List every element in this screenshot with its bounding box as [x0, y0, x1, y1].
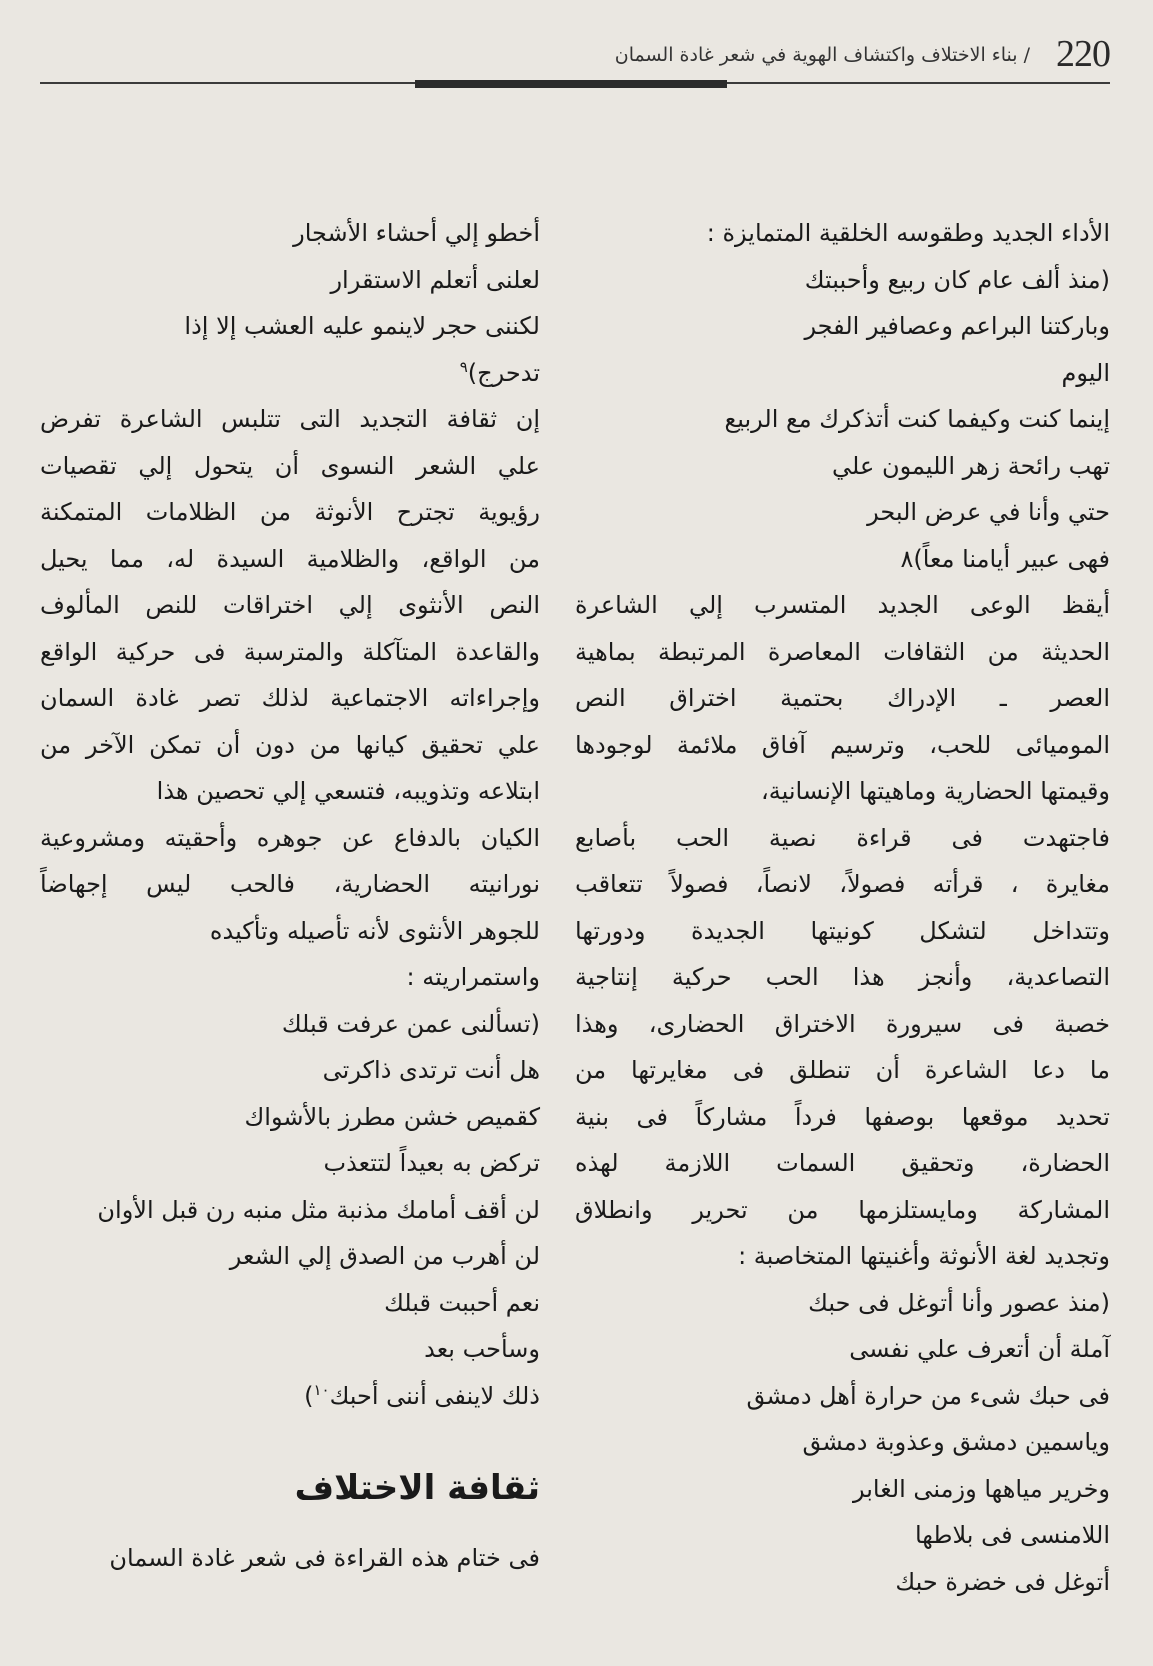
text-line-content: أتوغل فى خضرة حبك [895, 1567, 1110, 1596]
text-line-content: (منذ عصور وأنا أتوغل فى حبك [808, 1288, 1110, 1317]
text-line-content: أيقظ الوعى الجديد المتسرب إلي الشاعرة [575, 591, 1110, 619]
text-line [40, 908, 540, 955]
text-line-content: إن ثقافة التجديد التى تتلبس الشاعرة تفرض [40, 405, 540, 433]
text-line-content: نعم أحببت قبلك [384, 1288, 540, 1317]
text-line [575, 1373, 1110, 1420]
text-line [575, 1512, 1110, 1559]
text-line-content: لكننى حجر لاينمو عليه العشب إلا إذا [184, 312, 540, 340]
text-line [575, 1559, 1110, 1606]
text-line-content: تهب رائحة زهر الليمون علي [832, 451, 1110, 480]
text-line-content: آملة أن أتعرف علي نفسى [849, 1335, 1110, 1363]
text-line [40, 489, 540, 536]
text-line-content: الموميائى للحب، وترسيم آفاق ملائمة لوجودها [575, 730, 1110, 759]
text-line-content: وسأحب بعد [424, 1335, 540, 1363]
text-line [40, 675, 540, 722]
text-line [40, 1001, 540, 1048]
text-line-content: ابتلاعه وتذويبه، فتسعي إلي تحصين هذا [156, 777, 540, 805]
text-line [575, 210, 1110, 257]
text-line-content: حتي وأنا في عرض البحر [867, 498, 1110, 526]
text-line-content: الكيان بالدفاع عن جوهره وأحقيته ومشروعية [40, 823, 540, 852]
text-line-content: مغايرة ، قرأته فصولاً، لانصاً، فصولاً تتعاقب [575, 870, 1110, 898]
text-line [40, 1233, 540, 1280]
text-line [575, 489, 1110, 536]
text-line-content: رؤيوية تجترح الأنوثة من الظلامات المتمكنة [40, 498, 540, 526]
text-line-content: نورانيته الحضارية، فالحب ليس إجهاضاً [40, 870, 540, 898]
text-line [40, 350, 540, 397]
text-line [575, 1047, 1110, 1094]
text-line-content: (منذ ألف عام كان ربيع وأحببتك [804, 265, 1110, 294]
text-line [40, 396, 540, 443]
text-line [40, 861, 540, 908]
text-line-content: العصر ـ الإدراك بحتمية اختراق النص [575, 684, 1110, 712]
right-text-column [575, 210, 1110, 1605]
text-line [575, 1326, 1110, 1373]
text-line-content: للجوهر الأنثوى لأنه تأصيله وتأكيده [209, 916, 540, 945]
closing-paren: ) [304, 1381, 314, 1410]
left-text-column [40, 210, 540, 1582]
text-line [40, 1140, 540, 1187]
text-line [575, 675, 1110, 722]
text-line-content: علي تحقيق كيانها من دون أن تمكن الآخر من [40, 730, 540, 759]
text-line [40, 210, 540, 257]
running-title: / بناء الاختلاف واكتشاف الهوية في شعر غادة السمان [614, 44, 1030, 66]
text-line [40, 815, 540, 862]
text-line-content: فهى عبير أيامنا معاً)٨ [900, 544, 1110, 573]
text-line-content: من الواقع، والظلامية السيدة له، مما يحيل [40, 544, 540, 573]
text-line [40, 954, 540, 1001]
text-line-content: تدحرج) [467, 358, 540, 387]
text-line-content: هل أنت ترتدى ذاكرتى [322, 1056, 540, 1084]
text-line-content: لعلنى أتعلم الاستقرار [330, 265, 540, 294]
text-line [40, 1326, 540, 1373]
text-line [575, 1466, 1110, 1513]
section-heading: ثقافة الاختلاف [294, 1468, 540, 1508]
text-line [40, 1094, 540, 1141]
text-line [575, 1094, 1110, 1141]
text-line [575, 443, 1110, 490]
text-line [40, 257, 540, 304]
text-line-content: وتجديد لغة الأنوثة وأغنيتها المتخاصبة : [738, 1242, 1110, 1270]
text-line [40, 629, 540, 676]
text-line [40, 1187, 540, 1234]
text-line-content: فاجتهدت فى قراءة نصية الحب بأصابع [575, 823, 1110, 852]
text-line [40, 1280, 540, 1327]
text-line [575, 303, 1110, 350]
text-line-content: الحضارة، وتحقيق السمات اللازمة لهذه [575, 1149, 1110, 1177]
text-line-content: علي الشعر النسوى أن يتحول إلي تقصيات [40, 451, 540, 480]
text-line [40, 1047, 540, 1094]
text-line [40, 303, 540, 350]
text-line-content: الأداء الجديد وطقوسه الخلقية المتمايزة : [706, 219, 1110, 247]
section-first-line: فى ختام هذه القراءة فى شعر غادة السمان [109, 1544, 540, 1572]
text-line [575, 629, 1110, 676]
text-line [575, 1187, 1110, 1234]
text-line-content: لن أقف أمامك مذنبة مثل منبه رن قبل الأوان [97, 1195, 540, 1224]
text-line-content: (تسألنى عمن عرفت قبلك [281, 1009, 540, 1038]
text-line-content: فى حبك شىء من حرارة أهل دمشق [746, 1381, 1110, 1410]
text-line-content: ذلك لاينفى أننى أحبك [329, 1381, 540, 1410]
text-line-content: وإجراءاته الاجتماعية لذلك تصر غادة السمان [40, 684, 540, 712]
text-line [575, 1233, 1110, 1280]
text-line [40, 443, 540, 490]
text-line-content: وخرير مياهها وزمنى الغابر [853, 1474, 1110, 1503]
text-line [575, 768, 1110, 815]
text-line-content: أخطو إلي أحشاء الأشجار [293, 219, 540, 247]
text-line-content: المشاركة ومايستلزمها من تحرير وانطلاق [575, 1195, 1110, 1224]
text-line [40, 722, 540, 769]
text-line [575, 350, 1110, 397]
text-line-content: اليوم [1061, 358, 1110, 387]
page-number: 220 [1056, 33, 1110, 75]
text-line [575, 582, 1110, 629]
text-line-content: والقاعدة المتآكلة والمترسبة فى حركية الواقع [40, 637, 540, 666]
text-line-content: تحديد موقعها بوصفها فرداً مشاركاً فى بنية [575, 1102, 1110, 1131]
text-line [40, 536, 540, 583]
text-line [40, 1373, 540, 1420]
text-line [575, 396, 1110, 443]
text-line [575, 954, 1110, 1001]
text-line-content: النص الأنثوى إلي اختراقات للنص المألوف [40, 591, 540, 619]
text-line-content: الحديثة من الثقافات المعاصرة المرتبطة بماهية [575, 637, 1110, 666]
text-line [575, 536, 1110, 583]
text-line-content: كقميص خشن مطرز بالأشواك [244, 1102, 540, 1131]
footnote-marker: ١٠ [313, 1380, 330, 1399]
text-line-content: وتتداخل لتشكل كونيتها الجديدة ودورتها [575, 916, 1110, 945]
text-line [40, 582, 540, 629]
text-line [575, 1001, 1110, 1048]
text-line-content: التصاعدية، وأنجز هذا الحب حركية إنتاجية [575, 963, 1110, 991]
text-line [575, 722, 1110, 769]
text-line-content: خصبة فى سيرورة الاختراق الحضارى، وهذا [575, 1009, 1110, 1038]
text-line-content: وياسمين دمشق وعذوبة دمشق [802, 1428, 1110, 1456]
text-line [40, 768, 540, 815]
text-line [575, 1419, 1110, 1466]
text-line-content: اللامنسى فى بلاطها [914, 1521, 1110, 1549]
text-line [575, 861, 1110, 908]
text-line-content: وقيمتها الحضارية وماهيتها الإنسانية، [761, 777, 1110, 805]
text-line [575, 908, 1110, 955]
text-line [575, 1280, 1110, 1327]
text-line-content: تركض به بعيداً لتتعذب [323, 1149, 540, 1177]
text-line-content: وباركتنا البراعم وعصافير الفجر [804, 312, 1110, 340]
text-line-content: إينما كنت وكيفما كنت أتذكرك مع الربيع [724, 405, 1110, 433]
footnote-marker: ٩ [459, 357, 468, 376]
text-line-content: واستمراريته : [406, 963, 540, 991]
text-line-content: لن أهرب من الصدق إلي الشعر [229, 1242, 540, 1270]
page-header [40, 28, 1110, 88]
text-line [575, 257, 1110, 304]
text-line [575, 1140, 1110, 1187]
header-rule-accent [415, 80, 727, 88]
text-line-content: ما دعا الشاعرة أن تنطلق فى مغايرتها من [575, 1056, 1110, 1084]
text-line [575, 815, 1110, 862]
